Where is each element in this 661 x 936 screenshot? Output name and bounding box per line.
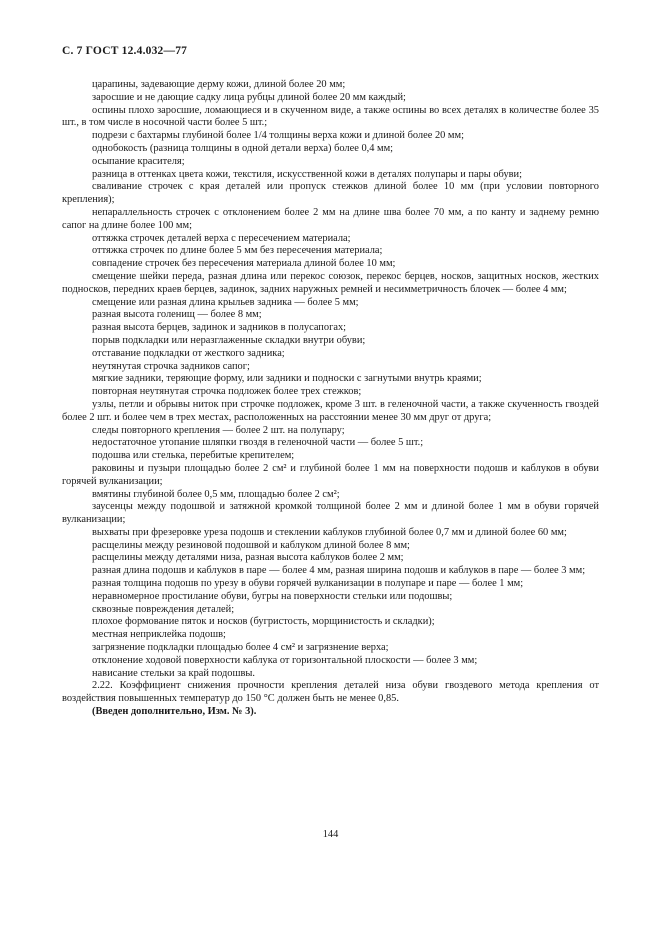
list-item: нависание стельки за край подошвы. bbox=[92, 667, 255, 679]
list-item: оттяжка строчек деталей верха с пересечением материала; bbox=[92, 232, 351, 244]
list-item: раковины и пузыри площадью более 2 см² и глубиной более 1 мм на поверхности подошв и каблуков в обуви горячей вулканизации; bbox=[62, 462, 599, 487]
document-body bbox=[62, 79, 599, 719]
list-item: мягкие задники, теряющие форму, или задники и подноски с загнутыми внутрь краями; bbox=[92, 373, 482, 385]
list-item: совпадение строчек без пересечения материала длиной более 10 мм; bbox=[92, 258, 396, 270]
list-item: плохое формование пяток и носков (бугристость, морщинистость и складки); bbox=[92, 616, 435, 628]
list-item: подрези с бахтармы глубиной более 1/4 толщины верха кожи и длиной более 20 мм; bbox=[92, 130, 464, 142]
list-item: смещение шейки переда, разная длина или перекос союзок, перекос берцев, носков, защитных носков, жестких подносков, передних краев берцев, задинок, задних наружных ремней и несимметричность блочек — более 4 мм; bbox=[62, 270, 599, 295]
list-item: порыв подкладки или неразглаженные складки внутри обуви; bbox=[92, 334, 366, 346]
list-item: оттяжка строчек по длине более 5 мм без пересечения материала; bbox=[92, 245, 383, 257]
list-item: разная высота голенищ — более 8 мм; bbox=[92, 309, 262, 321]
list-item: подошва или стелька, перебитые крепителем; bbox=[92, 450, 295, 462]
list-item: отклонение ходовой поверхности каблука от горизонтальной плоскости — более 3 мм; bbox=[92, 654, 478, 666]
clause-2-22: 2.22. Коэффициент снижения прочности крепления деталей низа обуви гвоздевого метода крепления от воздействия повышенных температур до 150 °С должен быть не менее 0,85. bbox=[62, 680, 599, 705]
list-item: сквозные повреждения деталей; bbox=[92, 603, 235, 615]
list-item: непараллельность строчек с отклонением более 2 мм на длине шва более 70 мм, а по канту и заднему ремню сапог на длине более 100 мм; bbox=[62, 206, 599, 231]
list-item: разная длина подошв и каблуков в паре — более 4 мм, разная ширина подошв и каблуков в паре — более 3 мм; bbox=[92, 565, 586, 577]
list-item: осыпание красителя; bbox=[92, 155, 185, 167]
list-item: следы повторного крепления — более 2 шт. на полупару; bbox=[92, 424, 345, 436]
list-item: недостаточное утопание шляпки гвоздя в геленочной части — более 5 шт.; bbox=[92, 437, 424, 449]
running-header: С. 7 ГОСТ 12.4.032—77 bbox=[62, 45, 188, 57]
list-item: вмятины глубиной более 0,5 мм, площадью более 2 см²; bbox=[92, 488, 340, 500]
list-item: выхваты при фрезеровке уреза подошв и стеклении каблуков глубиной более 0,7 мм и длиной более 60 мм; bbox=[92, 526, 567, 538]
list-item: заусенцы между подошвой и затяжной кромкой толщиной более 2 мм и длиной более 1 мм в обуви горячей вулканизации; bbox=[62, 501, 599, 526]
list-item: смещение или разная длина крыльев задника — более 5 мм; bbox=[92, 296, 359, 308]
list-item: царапины, задевающие дерму кожи, длиной более 20 мм; bbox=[92, 79, 346, 90]
list-item: местная неприклейка подошв; bbox=[92, 629, 226, 641]
list-item: разница в оттенках цвета кожи, текстиля, искусственной кожи в деталях полупары и пары обуви; bbox=[92, 168, 522, 180]
list-item: заросшие и не дающие садку лица рубцы длиной более 20 мм каждый; bbox=[92, 91, 406, 103]
list-item: разная высота берцев, задинок и задников в полусапогах; bbox=[92, 322, 347, 334]
list-item: повторная неутянутая строчка подложек более трех стежков; bbox=[92, 386, 362, 398]
list-item: загрязнение подкладки площадью более 4 см² и загрязнение верха; bbox=[92, 642, 389, 654]
amendment-note: (Введен дополнительно, Изм. № 3). bbox=[92, 706, 257, 718]
list-item: расщелины между деталями низа, разная высота каблуков более 2 мм; bbox=[92, 552, 404, 564]
list-item: неутянутая строчка задников сапог; bbox=[92, 360, 250, 372]
list-item: отставание подкладки от жесткого задника; bbox=[92, 347, 285, 359]
list-item: разная толщина подошв по урезу в обуви горячей вулканизации в полупаре и паре — более 1 мм; bbox=[92, 578, 524, 590]
list-item: однобокость (разница толщины в одной детали верха) более 0,4 мм; bbox=[92, 142, 394, 154]
list-item: неравномерное простилание обуви, бугры на поверхности стельки или подошвы; bbox=[92, 590, 453, 602]
page-number: 144 bbox=[322, 829, 339, 840]
list-item: расщелины между резиновой подошвой и каблуком длиной более 8 мм; bbox=[92, 539, 410, 551]
list-item: узлы, петли и обрывы ниток при строчке подложек, кроме 3 шт. в геленочной части, а также скученность гвоздей более 2 шт. и более чем в трех местах, расположенных на расстоянии менее 30 мм друг от друга; bbox=[62, 398, 599, 423]
list-item: оспины плохо заросшие, ломающиеся и в скученном виде, а также оспины во всех деталях в количестве более 35 шт., в том числе в носочной части более 5 шт.; bbox=[62, 104, 599, 129]
list-item: сваливание строчек с края деталей или пропуск стежков длиной более 10 мм (при условии повторного крепления); bbox=[62, 181, 599, 206]
